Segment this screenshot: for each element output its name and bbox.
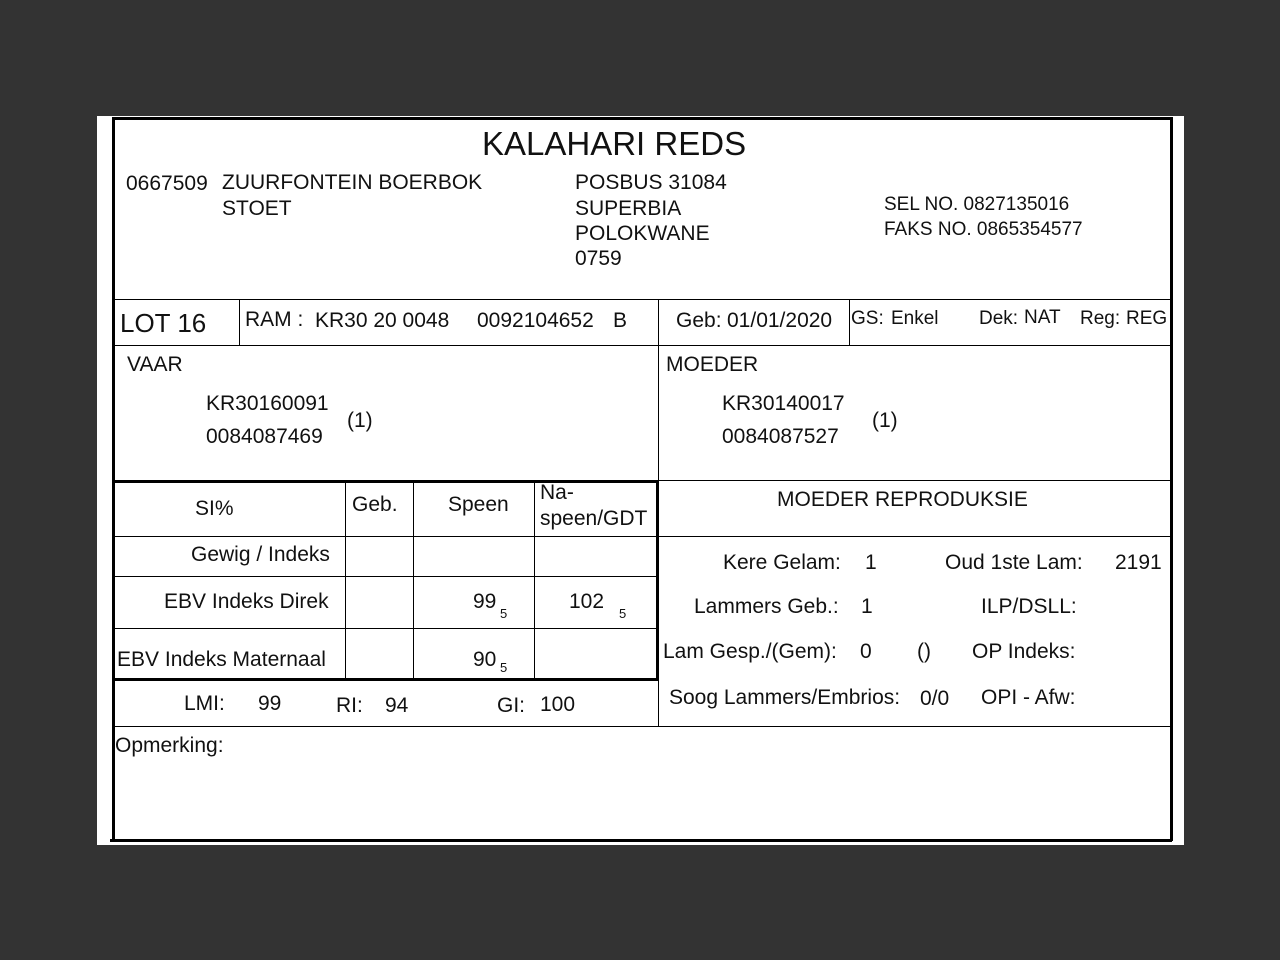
breeder-name: ZUURFONTEIN BOERBOK [222,171,483,194]
ram-label: RAM : [245,308,304,331]
divider [239,299,240,345]
divider [113,536,1172,537]
dek-value: NAT [1024,307,1061,328]
address-line: 0759 [575,247,622,270]
reg-label: Reg: [1080,308,1121,329]
oud-value: 2191 [1115,551,1162,574]
divider [345,480,346,679]
lot-label: LOT 16 [120,308,207,338]
divider [658,480,1172,481]
ri-value: 94 [385,694,409,717]
kere-label: Kere Gelam: [723,551,841,574]
dek-label: Dek: [979,308,1019,329]
gi-value: 100 [540,693,576,716]
fax-number: FAKS NO. 0865354577 [884,219,1083,240]
col-header-naspeen: Na- [540,481,574,504]
divider [113,299,1172,300]
birth-date: 01/01/2020 [727,309,833,332]
lamgesp-label: Lam Gesp./(Gem): [663,640,837,663]
divider [534,480,535,679]
lammers-label: Lammers Geb.: [694,595,839,618]
soog-value: 0/0 [920,687,950,710]
divider [113,576,658,577]
row-label: EBV Indeks Maternaal [117,648,326,671]
divider [113,480,659,483]
lmi-label: LMI: [184,692,225,715]
col-header-si: SI% [195,497,234,520]
breeder-code: 0667509 [126,172,208,195]
ri-label: RI: [336,694,363,717]
sire-label: VAAR [127,353,183,376]
page-title: KALAHARI REDS [482,125,747,162]
divider [113,345,1172,346]
ilp-label: ILP/DSLL: [981,595,1077,618]
ebv-direk-naspeen-sub: 5 [619,606,627,621]
ebv-maternaal-speen-sub: 5 [500,660,508,675]
reg-value: REG [1126,308,1168,329]
sire-note: (1) [347,409,373,432]
frame-bottom [110,839,1172,842]
divider [113,678,659,681]
ram-id: KR30 20 0048 [315,309,450,332]
remarks-label: Opmerking: [115,734,224,757]
lamgesp-gem: () [917,640,931,663]
lamgesp-value: 0 [860,640,872,663]
kere-value: 1 [865,551,877,574]
opi-label: OPI - Afw: [981,686,1076,709]
ebv-direk-speen: 99 [473,590,497,613]
phone-number: SEL NO. 0827135016 [884,194,1070,215]
gs-label: GS: [851,308,884,329]
op-label: OP Indeks: [972,640,1076,663]
col-header-geb: Geb. [352,493,398,516]
col-header-speen: Speen [448,493,509,516]
birth-date-label: Geb: [676,309,722,332]
address-line: SUPERBIA [575,197,682,220]
soog-label: Soog Lammers/Embrios: [669,686,901,709]
frame-right [1170,117,1173,841]
sire-id: KR30160091 [206,392,329,415]
ebv-direk-speen-sub: 5 [500,606,508,621]
gi-label: GI: [497,694,526,717]
ram-number: 0092104652 [477,309,594,332]
oud-label: Oud 1ste Lam: [945,551,1083,574]
divider [113,726,1172,727]
frame-top [112,117,1173,120]
reproduction-title: MOEDER REPRODUKSIE [777,488,1028,511]
address-line: POSBUS 31084 [575,171,727,194]
sire-number: 0084087469 [206,425,323,448]
gs-value: Enkel [891,308,939,329]
divider [113,628,658,629]
dam-label: MOEDER [666,353,759,376]
dam-number: 0084087527 [722,425,839,448]
lammers-value: 1 [861,595,873,618]
ebv-direk-naspeen: 102 [569,590,605,613]
dam-note: (1) [872,409,898,432]
dam-id: KR30140017 [722,392,845,415]
divider [849,299,850,345]
lmi-value: 99 [258,692,282,715]
row-label: EBV Indeks Direk [164,590,329,613]
col-header-naspeen: speen/GDT [540,507,648,530]
divider [656,480,659,681]
divider [413,480,414,679]
row-label: Gewig / Indeks [191,543,330,566]
breeder-name: STOET [222,197,292,220]
ebv-maternaal-speen: 90 [473,648,497,671]
address-line: POLOKWANE [575,222,710,245]
ram-suffix: B [613,309,628,332]
frame-left [112,117,115,841]
